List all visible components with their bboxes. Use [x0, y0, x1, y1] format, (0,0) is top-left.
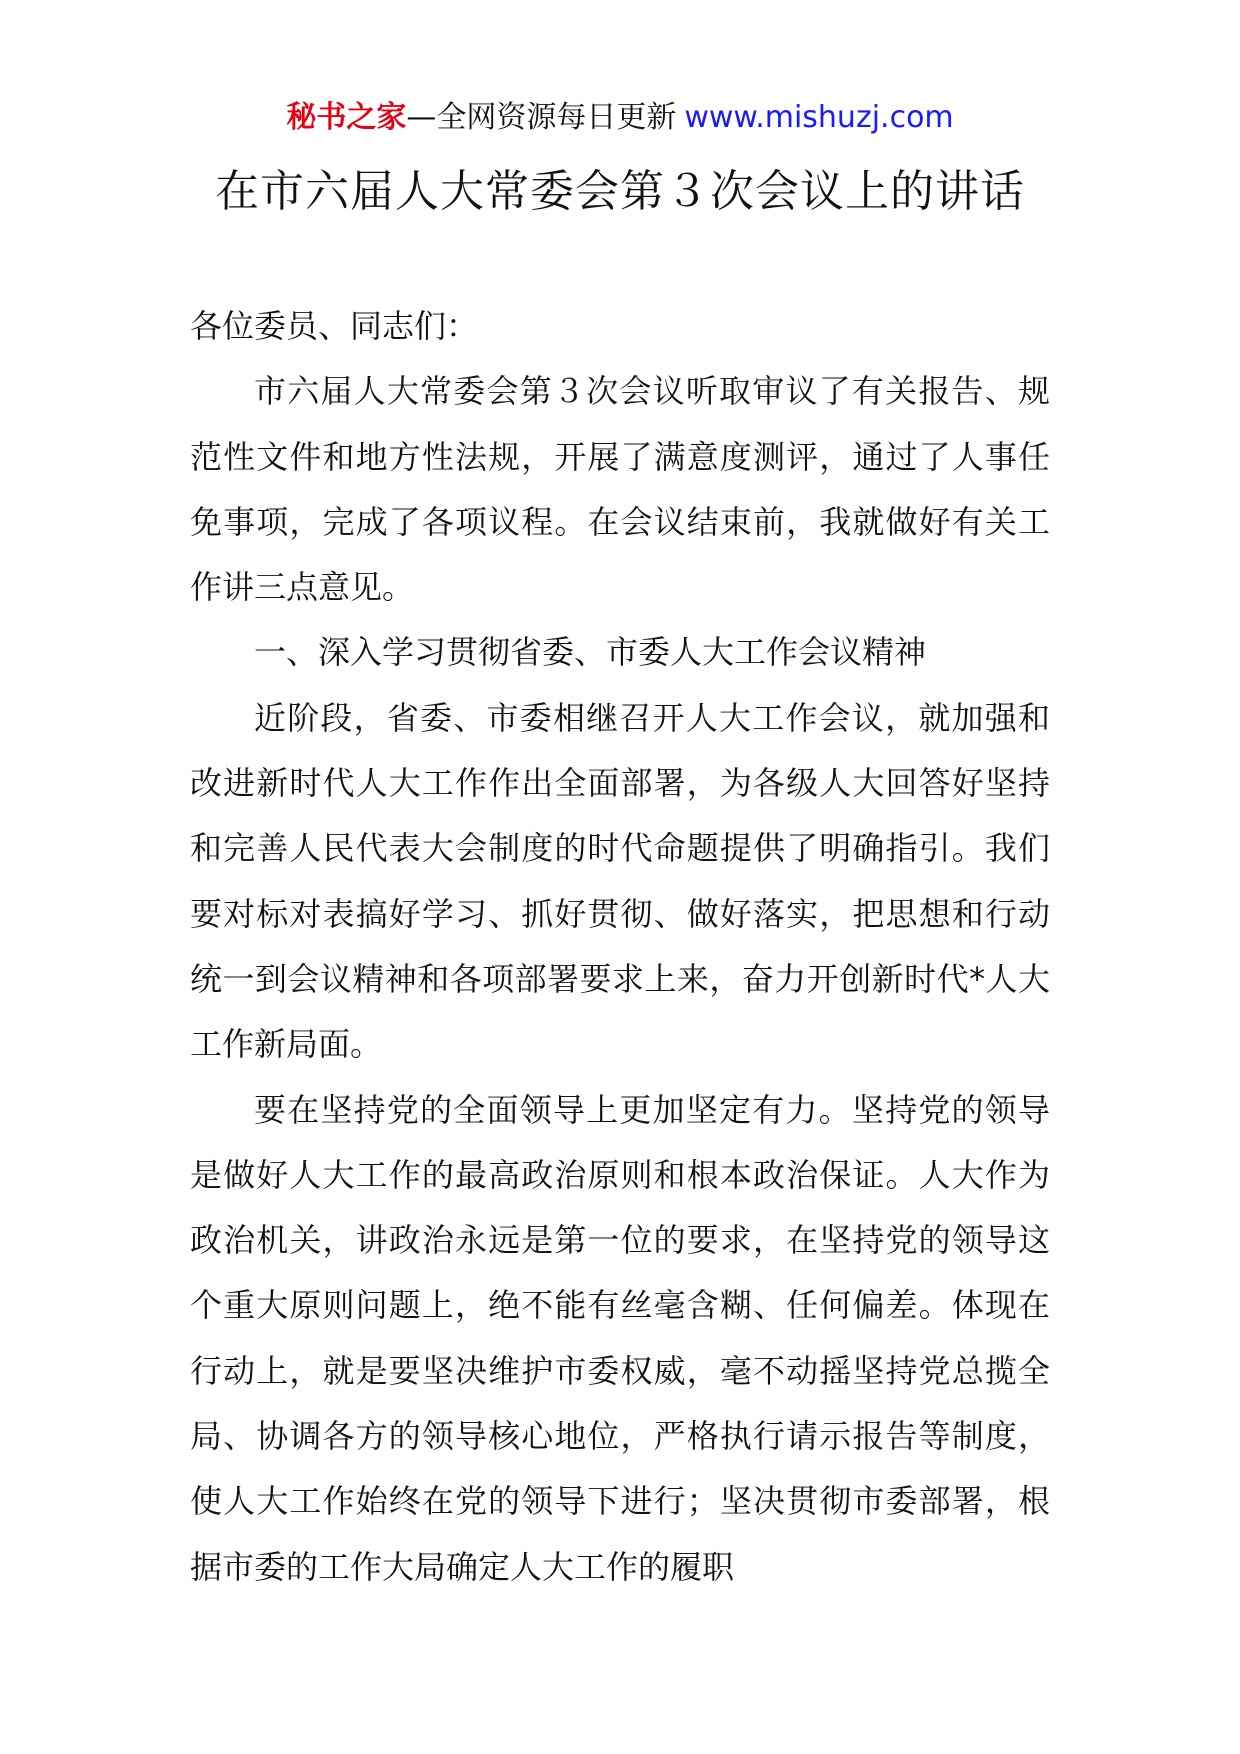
site-header — [0, 98, 1240, 138]
body-paragraph: 市六届人大常委会第３次会议听取审议了有关报告、规范性文件和地方性法规，开展了满意度测评，通过了人事任免事项，完成了各项议程。在会议结束前，我就做好有关工作讲三点意见。 — [190, 372, 1050, 607]
site-tagline: —全网资源每日更新 — [406, 100, 677, 135]
site-url-link[interactable]: www.mishuzj.com — [684, 100, 954, 135]
salutation: 各位委员、同志们： — [190, 307, 479, 345]
site-brand: 秘书之家 — [286, 100, 407, 135]
body-paragraph: 近阶段，省委、市委相继召开人大工作会议，就加强和改进新时代人大工作作出全面部署，为各级人大回答好坚持和完善人民代表大会制度的时代命题提供了明确指引。我们要对标对表搞好学习、抓好贯彻、做好落实，把思想和行动统一到会议精神和各项部署要求上来，奋力开创新时代*人大工作新局面。 — [190, 698, 1050, 1064]
document-title: 在市六届人大常委会第３次会议上的讲话 — [215, 166, 1025, 217]
document-body — [190, 294, 1050, 1600]
section-heading: 一、深入学习贯彻省委、市委人大工作会议精神 — [254, 633, 927, 672]
body-paragraph: 要在坚持党的全面领导上更加坚定有力。坚持党的领导是做好人大工作的最高政治原则和根本政治保证。人大作为政治机关，讲政治永远是第一位的要求，在坚持党的领导这个重大原则问题上，绝不能有丝毫含糊、任何偏差。体现在行动上，就是要坚决维护市委权威，毫不动摇坚持党总揽全局、协调各方的领导核心地位，严格执行请示报告等制度，使人大工作始终在党的领导下进行；坚决贯彻市委部署，根据市委的工作大局确定人大工作的履职 — [190, 1090, 1050, 1586]
